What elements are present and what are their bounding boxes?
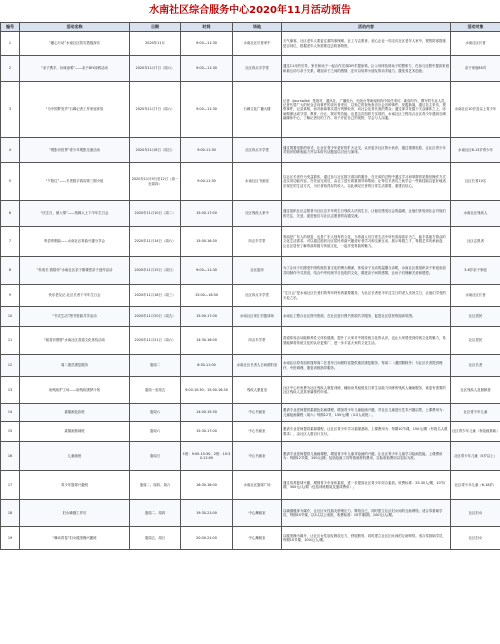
cell-number: 4 xyxy=(1,138,20,163)
cell-number: 2 xyxy=(1,56,20,82)
cell-time: 9:00—11:30 xyxy=(181,257,233,285)
cell-time: 9:00—11:30 xyxy=(181,82,233,138)
cell-target: 社区妇女 xyxy=(451,527,500,550)
cell-target: 社区青少年儿童（有绘画基础） xyxy=(451,422,500,442)
header-content: 活动内容 xyxy=(282,23,451,32)
cell-activity-name: 周二惠员康复服务 xyxy=(20,355,130,377)
cell-activity-name: 助残疾护工场——助残疾康梦计划 xyxy=(20,377,130,404)
table-row xyxy=(1,32,500,56)
table-row xyxy=(1,163,500,201)
cell-date: 2020年11月7日（周六） xyxy=(130,56,181,82)
cell-venue: 四点半学堂 xyxy=(233,327,282,355)
cell-time: 9:00-10:30；15:00-16:30 xyxy=(181,377,233,404)
cell-number: 6 xyxy=(1,201,20,227)
cell-date: 2020年11月 xyxy=(130,32,181,56)
cell-venue: 社区四点半学堂 xyxy=(233,285,282,307)
cell-time: 16:30-18:00 xyxy=(181,471,233,500)
cell-activity-name: “你成长 我陪伴”水南社区亲子微课堂亲子创作活动 xyxy=(20,257,130,285)
cell-activity-name: “闻香识图册”水南社区香道文化体验活动 xyxy=(20,327,130,355)
cell-time: 14:00-15:30 xyxy=(181,404,233,422)
cell-number: 16 xyxy=(1,442,20,471)
header-time: 时间 xyxy=(181,23,233,32)
cell-venue: 残疾人康复室 xyxy=(233,377,282,404)
cell-target: 社区长者10名 xyxy=(451,163,500,201)
cell-target: 社区青少年儿童（5岁以上） xyxy=(451,442,500,471)
cell-date: 逢周日 xyxy=(130,442,181,471)
cell-time: 15:00-17:00 xyxy=(181,201,233,227)
table-row xyxy=(1,355,500,377)
cell-activity-name: “书式生活”图书资源共享活动 xyxy=(20,307,130,327)
cell-target: 社区志愿者 xyxy=(451,227,500,257)
cell-content: 邀请专业老师提供素描色彩画课程，增加青少年儿童绘画兴趣，对社区儿童进行艺术兴趣启蒙，上课费用为：儿童绘画课程（周六）每期12节，150元/期（3-5人成班）。 xyxy=(282,404,451,422)
cell-venue: 水南社区家汇村篮球场 xyxy=(233,307,282,327)
cell-venue: 水南社区书画室 xyxy=(233,163,282,201)
cell-target: 水南社区长者 xyxy=(451,285,500,307)
cell-venue: 社区四点半学堂 xyxy=(233,56,282,82)
cell-target: 社区长者 xyxy=(451,355,500,377)
cell-content: 以社区长者作为受益群体，通过参与社区数字鸿沟的服务，在完成的过程中通过学习和掌握常见微信操作方式及实用功能内容，在作品完成后，由社工进行着重指导和帮助，让每位长者们之间学会一些新技能以更好地适应现在的生活方式，为长者取得存钓收入，以此满足长者的日常生活需要，重建自信心。 xyxy=(282,163,451,201)
cell-target: 水南社区残疾人 xyxy=(451,201,500,227)
header-target: 活动对象 xyxy=(451,23,500,32)
cell-time: 15:30-17:00 xyxy=(181,422,233,442)
cell-venue: 中心书画室 xyxy=(233,422,282,442)
table-row xyxy=(1,404,500,422)
table-row xyxy=(1,257,500,285)
cell-date: 2020年11月9日至12日（周一至周四） xyxy=(130,163,181,201)
cell-content: 以瑜伽健身为媒介，让社区女性朋友舒缓压力、释放自己，同时建立社区妇女间的互助网络。适合零基础学员，每期10节课，以5人以上成班，收费标准：10节课/期，100元/人/期。 xyxy=(282,500,451,527)
cell-activity-name: 妇女瑜伽工作坊 xyxy=(20,500,130,527)
cell-date: 逢周六 xyxy=(130,404,181,422)
table-row xyxy=(1,471,500,500)
cell-date: 2020年11月20日（周五） xyxy=(130,307,181,327)
cell-venue: 中心舞蹈室 xyxy=(233,527,282,550)
cell-content: 通过培养篮球兴趣，增强青少年身体素质，进一步提高社区青少年综合素质。收费标准：25-30人/期，10节/期，300元/人/期（包括训练服装及篮球费用）。 xyxy=(282,471,451,500)
cell-number: 5 xyxy=(1,163,20,201)
cell-date: 2020年11月21日（周六） xyxy=(130,327,181,355)
cell-date: 逢周五、周日 xyxy=(130,527,181,550)
cell-date: 2020年11月15日（周日） xyxy=(130,257,181,285)
table-row xyxy=(1,82,500,138)
cell-activity-name: “庆生日，倾入情”——残障人士下半年生日会 xyxy=(20,201,130,227)
cell-time: 1班：9:00-10:30；2班：10:30-12:00 xyxy=(181,442,233,471)
cell-time: 9:00-11:30 xyxy=(181,163,233,201)
header-number: 编号 xyxy=(1,23,20,32)
cell-venue: 水南社区篮球广场 xyxy=(233,471,282,500)
cell-number: 19 xyxy=(1,527,20,550)
cell-date: 逢周二、周四 xyxy=(130,500,181,527)
cell-time: 15:00-16:30 xyxy=(181,227,233,257)
cell-date: 逢周六 xyxy=(130,422,181,442)
cell-time: 9:00-11:30 xyxy=(181,138,233,163)
cell-number: 17 xyxy=(1,471,20,500)
cell-target: 社区残疾人及照顾者 xyxy=(451,377,500,404)
cell-venue: 社区厨房 xyxy=(233,257,282,285)
cell-activity-name: “趣心行动”水南社区防灾措施探访 xyxy=(20,32,130,56)
cell-venue: 社区残疾人家中 xyxy=(233,201,282,227)
cell-target: 社区青少年儿童 xyxy=(451,404,500,422)
cell-date: 2020年11月18日（周三） xyxy=(130,285,181,307)
page-title: 水南社区综合服务中心2020年11月活动预告 xyxy=(149,5,351,16)
cell-venue: 四点半学堂 xyxy=(233,227,282,257)
cell-venue: 中心书画室 xyxy=(233,404,282,422)
cell-target: 亲子家庭85对 xyxy=(451,56,500,82)
cell-content: 香道体验活动能修养性又体验健康，提升了大家对中国传统文化的认识，也让大家感受到传统文化的魅力，希望能够将传统文化的认识更推广，进一步丰富大家的文化生活。 xyxy=(282,327,451,355)
cell-content: 通过11月的引导，家长和孩子一起合作完成DIY手提涂鸦，让父母体验到孩子的想象力，在参与过程中提高家庭和谐互动与亲子关系，增加亲子之间的感情，还可以培养小朋友的动手能力、激发其艺术创意。 xyxy=(282,56,451,82)
table-row xyxy=(1,500,500,527)
cell-venue: 社区四点半学堂 xyxy=(233,138,282,163)
cell-date: 逢周一至周五 xyxy=(130,377,181,404)
cell-activity-name: “为中国梦发声”石碣记者工作家庭体验 xyxy=(20,82,130,138)
cell-number: 14 xyxy=(1,404,20,422)
header-date: 日期 xyxy=(130,23,181,32)
cell-number: 13 xyxy=(1,377,20,404)
cell-number: 15 xyxy=(1,422,20,442)
table-row xyxy=(1,442,500,471)
cell-number: 9 xyxy=(1,285,20,307)
cell-venue: 水南社区长者家中 xyxy=(233,32,282,56)
table-row xyxy=(1,56,500,82)
cell-activity-name: 快乐老友记-社区长者下半年生日会 xyxy=(20,285,130,307)
cell-target: 水南社区长者 xyxy=(451,32,500,56)
table-row xyxy=(1,138,500,163)
table-row xyxy=(1,527,500,550)
cell-activity-name: 素描画基础班 xyxy=(20,422,130,442)
cell-target: 水南社区10岁及以上青少年 xyxy=(451,82,500,138)
cell-activity-name: 素描画色彩班 xyxy=(20,404,130,422)
cell-number: 18 xyxy=(1,500,20,527)
cell-content: 记者（Journalist）是指对，通讯社、广播电台、电视台等新闻机构中担任采访、新闻写作、撰写的专业人员。记者代替广大的民众去向事件的亲历者采访，以独立的视角查访社会各种事件、发掘新闻，通过自主采访，观察事件，记录真相，而对新闻事实进行判断取舍，向社会及其代表的票众；通过探寻发掘于天众媒体之上，协助做保达成守望、教育、沙让、娱乐等功能，也是这次组织方实现的，水南社区工程结合社区青少年遇到石碣融媒体中心，了解记者们的工作，用于开拓自己的视野，学会与人沟通。 xyxy=(282,82,451,138)
table-row xyxy=(1,227,500,257)
cell-target: 社区妇女 xyxy=(451,500,500,527)
cell-target: 3-6岁亲子家庭 xyxy=(451,257,500,285)
cell-number: 1 xyxy=(1,32,20,56)
cell-activity-name: “舞动青春”妇女健美操兴趣班 xyxy=(20,527,130,550)
cell-target: 社区青少年儿童（6-18岁） xyxy=(451,471,500,500)
cell-time: 19:30-21:00 xyxy=(181,500,233,527)
cell-content: 为了让孩子们感受中国传统饮食文化的博大精深，体验亲子互动的温馨与亲昵，水南社区将组织亲子家庭参加共同制作中式美食，结合中华传统节日包吃的文化，增进亲子间的感情，让孩子们理解关爱和感恩。 xyxy=(282,257,451,285)
cell-content: 水南社区将有组织逢每周二在老年日间照料室提供惠员康复服务，每周二（遇国假除外）为社区长者提供理疗、中医调理、康复训练指导服务。 xyxy=(282,355,451,377)
cell-number: 10 xyxy=(1,307,20,327)
cell-number: 12 xyxy=(1,355,20,377)
cell-time: 8:30-11:00 xyxy=(181,355,233,377)
cell-content: 粤曲是广东人的财富，也是广东人独有的文化，当粤曲人们日常生活中所有喜闻喜乐为之，能丰富地方群众的文化生活需求，可以通过组织社区居民粤曲兴趣爱好者学习和交流互动、展示粤剧之才，粤剧艺术传承而奋，让社区居民了解粤曲粤剧与传统文化，一起享受粤曲的魅力。 xyxy=(282,227,451,257)
cell-venue: 石碣文化广播大楼 xyxy=(233,82,282,138)
cell-date: 逢周二 xyxy=(130,355,181,377)
cell-content: 通过观看电影的形式，让社区青少年更好的扩大社交，认识更多社区的小伙伴，通过观看电影，让社区青少年对知识的吸收能力并以本时代话题加以讨论与演绎。 xyxy=(282,138,451,163)
cell-time: 9:00—11:30 xyxy=(181,32,233,56)
cell-time: 15:00—16:30 xyxy=(181,285,233,307)
cell-venue: 水南社区长者人日间照料室 xyxy=(233,355,282,377)
cell-number: 8 xyxy=(1,257,20,285)
table-row xyxy=(1,285,500,307)
cell-time: 9:00—11:30 xyxy=(181,56,233,82)
table-header-row xyxy=(1,23,500,32)
cell-venue: 中心书画室 xyxy=(233,442,282,471)
cell-content: 邀请专业老师提供儿童画课程，增加青少年儿童对绘画的兴趣，让社区青少年儿童学习绘画技能。上课费用为：每期12节课，150元/期；包括绘画工具等基础材料费用，实际收取费用以实际为准。 xyxy=(282,442,451,471)
cell-number: 3 xyxy=(1,82,20,138)
activity-schedule-table xyxy=(0,22,500,550)
cell-target: 水南社区6-13岁青少年 xyxy=(451,138,500,163)
cell-content: “生日会”是水南社区长者们的每年特有的重要服务，为社区长者里半年过生日的老人庆祝生日，让他们享受的天伦之乐。 xyxy=(282,285,451,307)
header-activity-name: 活动名称 xyxy=(20,23,130,32)
table-row xyxy=(1,422,500,442)
cell-date: 2020年11月7日（周六） xyxy=(130,82,181,138)
table-row xyxy=(1,377,500,404)
cell-content: 邀请专业老师提供素描课程，让社区青少年学习素描基础，上课费用为：每期10节课，150元/期（有报名人数要求），由社区人数自行支付。 xyxy=(282,422,451,442)
cell-content: 通过组织社区志愿者为社区这半年的生日残疾人庆祝生日，让他们感受社会的温暖，让他们体验到社会对他们的关注、关爱，促进他们与社区志愿者的沟通交流。 xyxy=(282,201,451,227)
table-row xyxy=(1,201,500,227)
cell-activity-name: “观影识世界”青少年观影交流活动 xyxy=(20,138,130,163)
cell-activity-name: 儿童画班 xyxy=(20,442,130,471)
cell-date: 逢周二、周四、周六 xyxy=(130,471,181,500)
cell-target: 社区居民 xyxy=(451,327,500,355)
cell-content: 水南社工整合社区图书资源，在社区进行图书资源共享服务，促进社区居民的阅读氛围。 xyxy=(282,307,451,327)
cell-activity-name: 青少年篮球兴趣班 xyxy=(20,471,130,500)
cell-number: 11 xyxy=(1,327,20,355)
cell-number: 7 xyxy=(1,227,20,257)
cell-content: 天气渐寒，社区老年人要更注重防寒保暖，社工与志愿者、爱心企业一同走访社区老年人家中，观察防寒措施是否到位，根据老年人所需要送去防寒物资。 xyxy=(282,32,451,56)
table-row xyxy=(1,307,500,327)
header-venue: 场地 xyxy=(233,23,282,32)
cell-activity-name: 粤语粤唱曲——水南社区粤曲兴趣分享会 xyxy=(20,227,130,257)
cell-date: 2020年11月10日（周二） xyxy=(130,201,181,227)
cell-time: 14:30-16:00 xyxy=(181,327,233,355)
cell-date: 2020年11月8日（周日） xyxy=(130,138,181,163)
cell-time: 15:00-17:00 xyxy=(181,307,233,327)
cell-venue: 中心舞蹈室 xyxy=(233,500,282,527)
cell-activity-name: “夕阳红”——长者数字鸿沟第三期小组 xyxy=(20,163,130,201)
cell-target: 社区居民 xyxy=(451,307,500,327)
cell-time: 20:00-21:00 xyxy=(181,527,233,550)
cell-activity-name: “亲子携手，玩味涂鸦”——亲子DIY涂鸦活动 xyxy=(20,56,130,82)
cell-content: 社区中心有免费为社区残疾人康复训练、辅助用具租借及日常生活能力训练的残疾人辅助服务，欢迎有需要的社区残疾人及其家属预约申请。 xyxy=(282,377,451,404)
table-row xyxy=(1,327,500,355)
cell-date: 2020年11月14日（周六） xyxy=(130,227,181,257)
cell-content: 以健美操为媒介，让社区女性朋友释放压力、舒展筋骨，同时建立社区妇女间的互助网络。适合零基础学员，每期10节课，100元/人/期。 xyxy=(282,527,451,550)
